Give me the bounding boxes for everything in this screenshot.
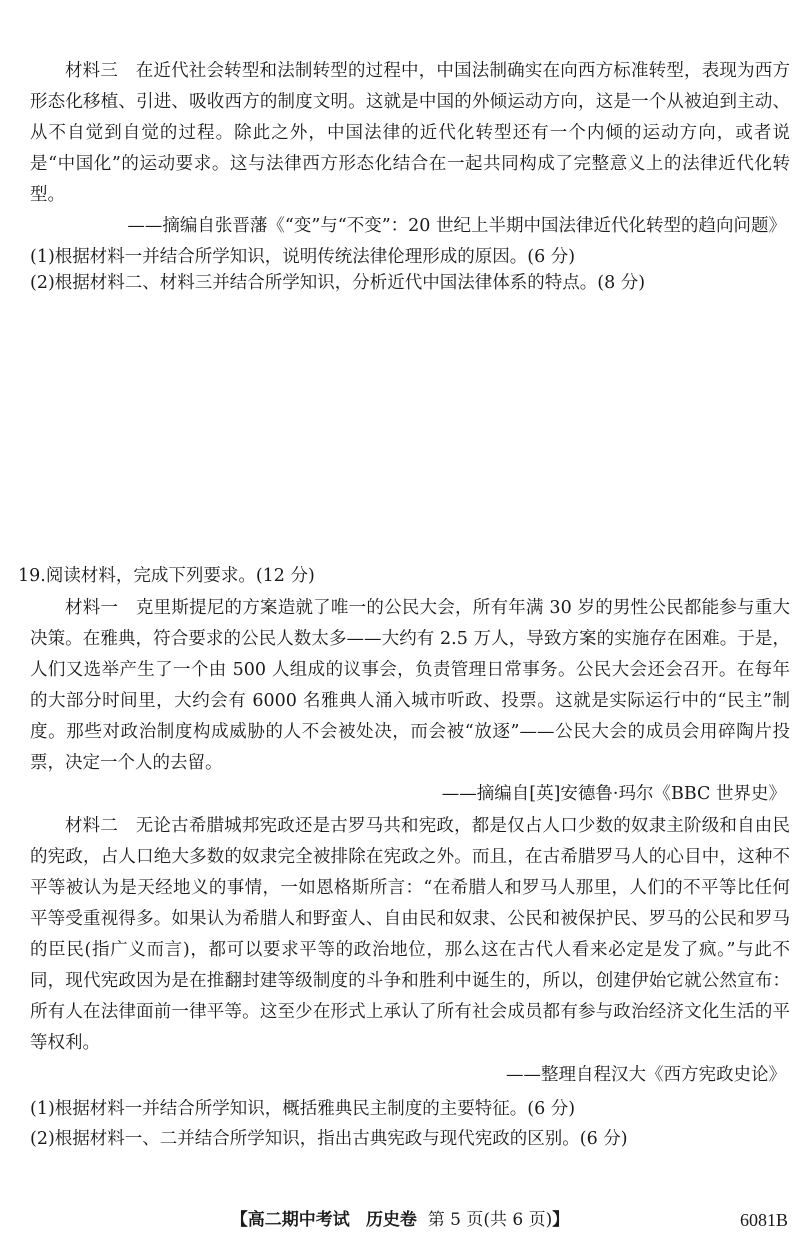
q19-header: 19.阅读材料，完成下列要求。(12 分) (18, 566, 315, 586)
footer-subject: 历史卷 (365, 1210, 417, 1230)
q18-material3: 材料三 在近代社会转型和法制转型的过程中，中国法制确实在向西方标准转型，表现为西方形态化移植、引进、吸收西方的制度文明。这就是中国的外倾运动方向，这是一个从被迫到主动、从不自觉到自觉的过程。除此之外，中国法律的近代化转型还有一个内倾的运动方向，或者说是“中国化”的运动要求。这与法律西方形态化结合在一起共同构成了完整意义上的法律近代化转型。 (30, 61, 790, 205)
footer-exam-info (0, 1206, 800, 1234)
q18-subquestion-2: (2)根据材料二、材料三并结合所学知识，分析近代中国法律体系的特点。(8 分) (30, 273, 646, 293)
q18-subquestion-1: (1)根据材料一并结合所学知识，说明传统法律伦理形成的原因。(6 分) (30, 247, 576, 267)
footer-exam-name: 高二期中考试 (247, 1210, 350, 1230)
page-footer (0, 1206, 800, 1234)
q19-subquestion-1: (1)根据材料一并结合所学知识，概括雅典民主制度的主要特征。(6 分) (30, 1099, 576, 1119)
footer-page-number: 第 5 页(共 6 页) (427, 1210, 553, 1230)
q19-source1: ——摘编自[英]安德鲁·玛尔《BBC 世界史》 (441, 784, 786, 804)
q19-material2: 材料二 无论古希腊城邦宪政还是古罗马共和宪政，都是仅占人口少数的奴隶主阶级和自由民的宪政，占人口绝大多数的奴隶完全被排除在宪政之外。而且，在古希腊罗马人的心目中，这种不平等被认为是天经地义的事情，一如恩格斯所言：“在希腊人和罗马人那里，人们的不平等比任何平等受重视得多。如果认为希腊人和野蛮人、自由民和奴隶、公民和被保护民、罗马的公民和罗马的臣民(指广义而言)，都可以要求平等的政治地位，那么这在古代人看来必定是发了疯。”与此不同，现代宪政因为是在推翻封建等级制度的斗争和胜利中诞生的，所以，创建伊始它就公然宣布：所有人在法律面前一律平等。这至少在形式上承认了所有社会成员都有参与政治经济文化生活的平等权利。 (30, 816, 790, 1053)
q19-material1: 材料一 克里斯提尼的方案造就了唯一的公民大会，所有年满 30 岁的男性公民都能参与重大决策。在雅典，符合要求的公民人数太多——大约有 2.5 万人，导致方案的实施存在困难。于是，人们又选举产生了一个由 500 人组成的议事会，负责管理日常事务。公民大会还会召开。在每年的大部分时间里，大约会有 6000 名雅典人涌入城市听政、投票。这就是实际运行中的“民主”制度。那些对政治制度构成威胁的人不会被处决，而会被“放逐”——公民大会的成员会用碎陶片投票，决定一个人的去留。 (30, 598, 790, 773)
footer-code: 6081B (739, 1210, 788, 1230)
q18-source3: ——摘编自张晋藩《“变”与“不变”：20 世纪上半期中国法律近代化转型的趋向问题》 (127, 216, 786, 236)
footer-bracket-close: 】 (552, 1210, 570, 1230)
footer-bracket-open: 【 (230, 1210, 248, 1230)
q19-source2: ——整理自程汉大《西方宪政史论》 (506, 1065, 786, 1085)
q19-subquestion-2: (2)根据材料一、二并结合所学知识，指出古典宪政与现代宪政的区别。(6 分) (30, 1129, 628, 1149)
